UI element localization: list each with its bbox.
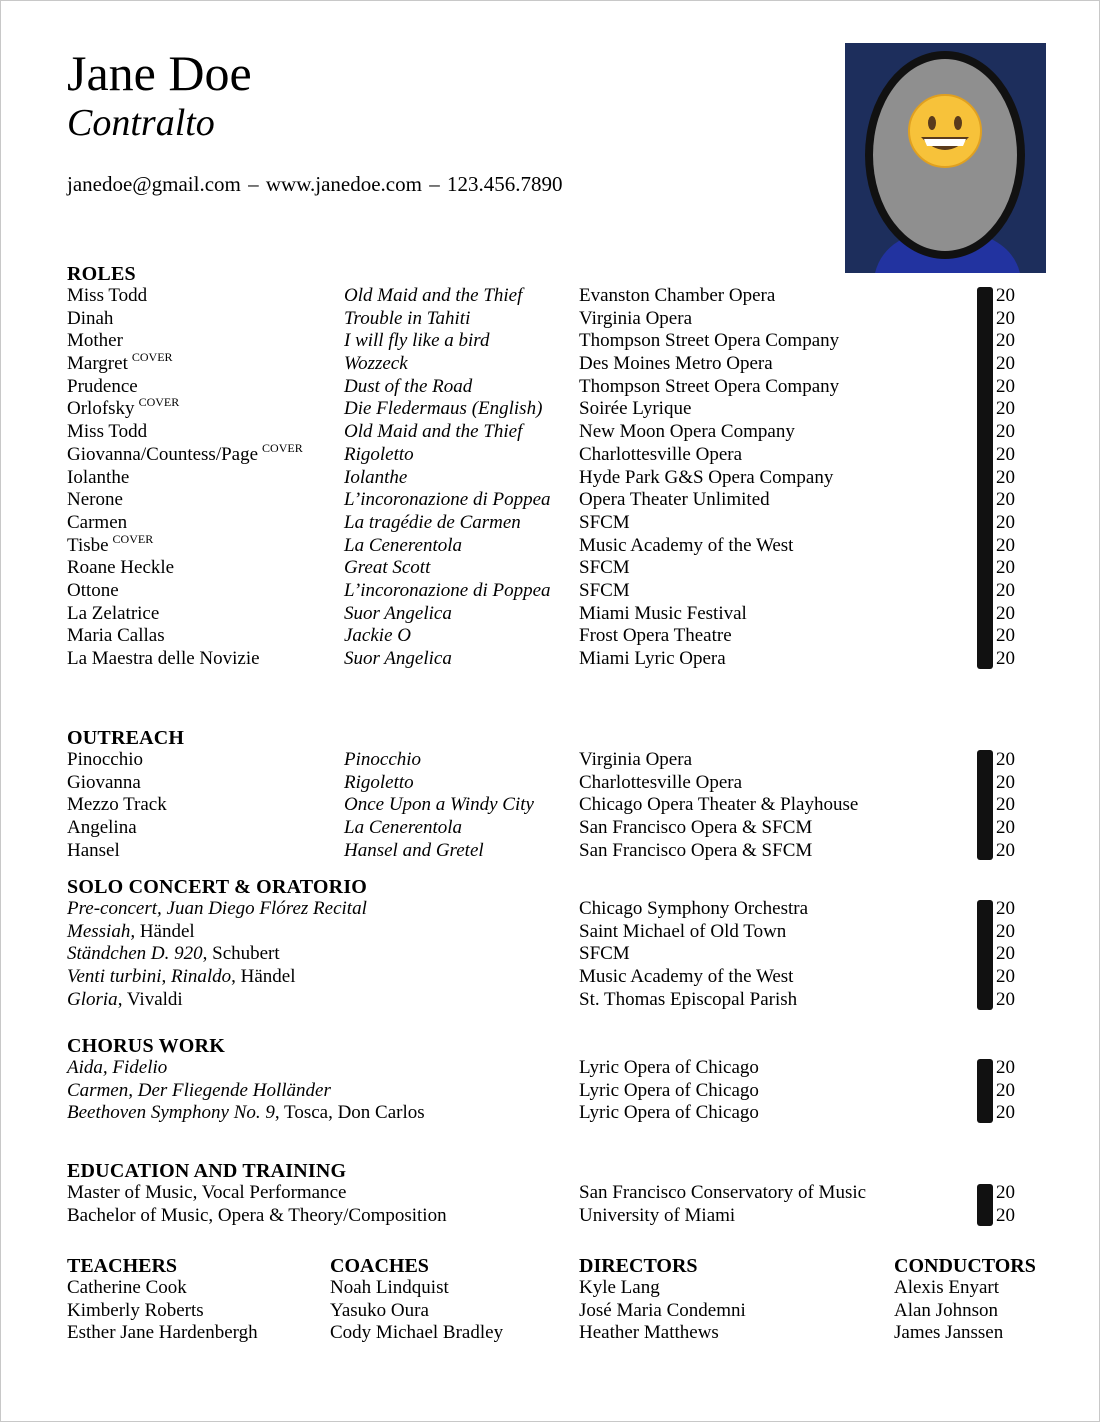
table-row <box>67 421 1047 444</box>
year: 20 <box>996 375 1015 397</box>
list-item: Alexis Enyart <box>894 1277 1000 1298</box>
role-name: Pinocchio <box>67 749 143 770</box>
table-row <box>67 376 1047 399</box>
list-item: Alan Johnson <box>894 1299 998 1321</box>
table-row <box>67 817 1047 840</box>
work-title: Suor Angelica <box>344 602 452 624</box>
work-title: Old Maid and the Thief <box>344 285 523 306</box>
role-name-cell <box>67 603 159 626</box>
role-name: Dinah <box>67 307 114 329</box>
work-description <box>67 989 183 1012</box>
role-name-cell <box>67 557 174 580</box>
table-row <box>67 1182 1047 1205</box>
year: 20 <box>996 1057 1015 1078</box>
company-name: Miami Music Festival <box>579 602 747 624</box>
table-row <box>67 531 1047 558</box>
table-row <box>67 625 1047 648</box>
year: 20 <box>996 602 1015 624</box>
work-title: Pre-concert, Juan Diego Flórez Recital <box>67 898 367 919</box>
list-item: James Janssen <box>894 1322 1004 1344</box>
column-heading: TEACHERS <box>67 1255 178 1277</box>
role-name: Orlofsky <box>67 398 135 420</box>
list-item: Cody Michael Bradley <box>330 1322 504 1344</box>
redaction-mark <box>977 287 993 669</box>
table-row <box>67 1080 1047 1103</box>
work-title: Die Fledermaus (English) <box>344 398 543 420</box>
company-name: Charlottesville Opera <box>579 771 743 793</box>
year: 20 <box>996 466 1015 488</box>
company-name: Hyde Park G&S Opera Company <box>579 466 834 488</box>
year: 20 <box>996 557 1015 579</box>
company-name: Virginia Opera <box>579 307 692 329</box>
role-name: Maria Callas <box>67 625 165 647</box>
year: 20 <box>996 398 1015 420</box>
role-name: La Maestra delle Novizie <box>67 648 260 669</box>
work-title: La Cenerentola <box>344 534 463 556</box>
table-row <box>67 749 1047 772</box>
year: 20 <box>996 511 1015 533</box>
year: 20 <box>996 794 1015 816</box>
table-row <box>67 512 1047 535</box>
work-title: Venti turbini <box>67 966 162 988</box>
table-row <box>67 350 1047 376</box>
role-name-cell <box>67 421 147 444</box>
work-title: Jackie O <box>344 625 411 647</box>
section-heading: SOLO CONCERT & ORATORIO <box>67 876 368 898</box>
work-description <box>67 898 367 921</box>
table-row <box>67 603 1047 626</box>
company-name: Virginia Opera <box>579 749 692 770</box>
year: 20 <box>996 920 1015 942</box>
chorus-list <box>67 1057 1047 1125</box>
work-title: Carmen, Der Fliegende Holländer <box>67 1079 331 1101</box>
redaction-mark <box>977 1059 993 1123</box>
company-name: Music Academy of the West <box>579 966 794 988</box>
school-name: University of Miami <box>579 1204 736 1226</box>
year: 20 <box>996 817 1015 839</box>
role-name: Giovanna/Countess/Page <box>67 443 259 465</box>
redaction-mark <box>977 1184 993 1226</box>
column-heading: CONDUCTORS <box>894 1255 1036 1277</box>
company-name: Music Academy of the West <box>579 534 794 556</box>
cover-label: COVER <box>112 531 154 546</box>
list-item: Noah Lindquist <box>330 1277 449 1298</box>
work-title: Rigoletto <box>344 443 414 465</box>
work-title: Trouble in Tahiti <box>344 307 471 329</box>
company-name: Des Moines Metro Opera <box>579 353 773 375</box>
work-title: Wozzeck <box>344 353 408 375</box>
list-item: Heather Matthews <box>579 1322 719 1344</box>
role-name: Angelina <box>67 817 137 839</box>
company-name: San Francisco Opera & SFCM <box>579 817 813 839</box>
year: 20 <box>996 749 1015 770</box>
role-name-cell <box>67 531 154 559</box>
separator: – <box>429 172 440 196</box>
work-title: Once Upon a Windy City <box>344 794 534 816</box>
role-name-cell <box>67 395 180 422</box>
company-name: Chicago Opera Theater & Playhouse <box>579 794 859 816</box>
role-name: Nerone <box>67 489 123 511</box>
roles-list <box>67 285 1047 671</box>
teachers-column <box>67 1255 258 1345</box>
smiley-emoji-icon <box>909 95 981 167</box>
column-heading: COACHES <box>330 1255 429 1277</box>
year: 20 <box>996 1182 1015 1203</box>
role-name-cell <box>67 625 165 648</box>
work-description <box>67 943 280 966</box>
redaction-mark <box>977 900 993 1010</box>
table-row <box>67 467 1047 490</box>
list-item: Esther Jane Hardenbergh <box>67 1322 258 1344</box>
year: 20 <box>996 285 1015 306</box>
role-name: Miss Todd <box>67 285 148 306</box>
role-name: Hansel <box>67 839 120 861</box>
company-name: Chicago Symphony Orchestra <box>579 898 809 919</box>
singer-name: Jane Doe <box>67 45 252 101</box>
company-name: SFCM <box>579 511 630 533</box>
company-name: Saint Michael of Old Town <box>579 920 787 942</box>
year: 20 <box>996 1204 1015 1226</box>
cover-label: COVER <box>262 440 303 455</box>
company-name: Lyric Opera of Chicago <box>579 1079 759 1101</box>
company-name: Lyric Opera of Chicago <box>579 1102 759 1124</box>
work-title: Iolanthe <box>344 466 408 488</box>
section-heading: CHORUS WORK <box>67 1035 225 1057</box>
section-heading: EDUCATION AND TRAINING <box>67 1160 347 1182</box>
role-name: Margret <box>67 353 128 375</box>
year: 20 <box>996 443 1015 465</box>
company-name: Opera Theater Unlimited <box>579 489 770 511</box>
list-item: Catherine Cook <box>67 1277 187 1298</box>
education-section <box>67 1160 1047 1227</box>
company-name: SFCM <box>579 943 630 965</box>
company-name: Frost Opera Theatre <box>579 625 732 647</box>
work-title: Great Scott <box>344 557 431 579</box>
role-name-cell <box>67 330 123 353</box>
cover-label: COVER <box>138 395 180 410</box>
table-row <box>67 395 1047 421</box>
concert-list <box>67 898 1047 1011</box>
work-detail: , <box>161 966 171 988</box>
role-name: Carmen <box>67 511 128 533</box>
work-detail: , Vivaldi <box>117 988 183 1010</box>
company-name: St. Thomas Episcopal Parish <box>579 988 798 1010</box>
table-row <box>67 943 1047 966</box>
table-row <box>67 557 1047 580</box>
work-title: Rinaldo <box>170 966 232 988</box>
work-description <box>67 1080 331 1103</box>
work-title: La tragédie de Carmen <box>344 511 521 533</box>
role-name-cell <box>67 489 123 512</box>
degree: Master of Music, Vocal Performance <box>67 1182 347 1203</box>
school-name: San Francisco Conservatory of Music <box>579 1182 867 1203</box>
concert-section <box>67 876 1047 1011</box>
headshot-image <box>845 43 1046 273</box>
company-name: Miami Lyric Opera <box>579 648 726 669</box>
work-description <box>67 1102 425 1125</box>
work-description <box>67 1057 167 1080</box>
table-row <box>67 794 1047 817</box>
role-name-cell <box>67 285 147 308</box>
year: 20 <box>996 839 1015 861</box>
role-name-cell <box>67 308 113 331</box>
section-heading: OUTREACH <box>67 727 185 749</box>
directors-column <box>579 1255 746 1345</box>
table-row <box>67 285 1047 308</box>
table-row <box>67 966 1047 989</box>
role-name: Iolanthe <box>67 466 130 488</box>
work-title: L’incoronazione di Poppea <box>344 489 551 511</box>
year: 20 <box>996 966 1015 988</box>
table-row <box>67 489 1047 512</box>
company-name: Lyric Opera of Chicago <box>579 1057 759 1078</box>
company-name: Thompson Street Opera Company <box>579 330 840 352</box>
phone-number: 123.456.7890 <box>446 172 563 196</box>
year: 20 <box>996 330 1015 352</box>
company-name: SFCM <box>579 557 630 579</box>
work-title: Hansel and Gretel <box>344 839 484 861</box>
company-name: Charlottesville Opera <box>579 443 743 465</box>
role-name: Miss Todd <box>67 421 148 443</box>
company-name: San Francisco Opera & SFCM <box>579 839 813 861</box>
conductors-column <box>894 1255 1036 1345</box>
role-name-cell <box>67 467 129 490</box>
year: 20 <box>996 579 1015 601</box>
contact-line <box>67 171 562 197</box>
year: 20 <box>996 1102 1015 1124</box>
work-description <box>67 966 296 989</box>
work-detail: Händel <box>135 920 195 942</box>
headshot-photo <box>845 43 1046 273</box>
role-name: Tisbe <box>67 534 109 556</box>
role-name: Prudence <box>67 375 138 397</box>
list-item: José Maria Condemni <box>579 1299 746 1321</box>
coaches-column <box>330 1255 503 1345</box>
list-item: Yasuko Oura <box>330 1299 429 1321</box>
table-row <box>67 1102 1047 1125</box>
roles-section <box>67 263 1047 671</box>
role-name-cell <box>67 580 119 603</box>
table-row <box>67 989 1047 1012</box>
work-title: Beethoven Symphony No. 9 <box>67 1102 275 1124</box>
role-name: Roane Heckle <box>67 557 175 579</box>
table-row <box>67 308 1047 331</box>
table-row <box>67 580 1047 603</box>
work-detail: , Händel <box>231 966 296 988</box>
company-name: Soirée Lyrique <box>579 398 692 420</box>
outreach-section <box>67 727 1047 862</box>
year: 20 <box>996 421 1015 443</box>
work-detail: , Schubert <box>202 943 280 965</box>
company-name: SFCM <box>579 579 630 601</box>
work-detail: , Tosca, Don Carlos <box>274 1102 425 1124</box>
table-row <box>67 1057 1047 1080</box>
year: 20 <box>996 625 1015 647</box>
company-name: Evanston Chamber Opera <box>579 285 776 306</box>
role-name-cell <box>67 350 173 377</box>
year: 20 <box>996 648 1015 669</box>
work-title: Dust of the Road <box>344 375 473 397</box>
company-name: Thompson Street Opera Company <box>579 375 840 397</box>
section-heading: ROLES <box>67 263 136 285</box>
cover-label: COVER <box>131 350 173 365</box>
role-name-cell <box>67 376 138 399</box>
work-title: I will fly like a bird <box>344 330 490 352</box>
voice-type: Contralto <box>67 102 215 144</box>
work-title: Messiah, <box>67 920 136 942</box>
year: 20 <box>996 307 1015 329</box>
work-title: Aida, Fidelio <box>67 1057 168 1078</box>
year: 20 <box>996 353 1015 375</box>
work-title: Gloria <box>67 988 118 1010</box>
table-row <box>67 898 1047 921</box>
column-heading: DIRECTORS <box>579 1255 698 1277</box>
redaction-mark <box>977 750 993 860</box>
table-row <box>67 840 1047 863</box>
work-title: Pinocchio <box>344 749 422 770</box>
table-row <box>67 1205 1047 1228</box>
work-title: Suor Angelica <box>344 648 452 669</box>
year: 20 <box>996 988 1015 1010</box>
email-link[interactable]: janedoe@gmail.com <box>67 172 241 196</box>
education-list <box>67 1182 1047 1227</box>
year: 20 <box>996 534 1015 556</box>
role-name: Mother <box>67 330 123 352</box>
work-title: Rigoletto <box>344 771 414 793</box>
table-row <box>67 440 1047 467</box>
table-row <box>67 648 1047 671</box>
role-name: Mezzo Track <box>67 794 167 816</box>
year: 20 <box>996 771 1015 793</box>
table-row <box>67 921 1047 944</box>
year: 20 <box>996 1079 1015 1101</box>
year: 20 <box>996 489 1015 511</box>
role-name: Giovanna <box>67 771 141 793</box>
table-row <box>67 772 1047 795</box>
website-link[interactable]: www.janedoe.com <box>265 172 422 196</box>
outreach-list <box>67 749 1047 862</box>
year: 20 <box>996 943 1015 965</box>
work-title: Ständchen D. 920 <box>67 943 203 965</box>
year: 20 <box>996 898 1015 919</box>
company-name: New Moon Opera Company <box>579 421 795 443</box>
list-item: Kimberly Roberts <box>67 1299 204 1321</box>
role-name: Ottone <box>67 579 119 601</box>
role-name: La Zelatrice <box>67 602 160 624</box>
work-title: La Cenerentola <box>344 817 463 839</box>
work-description <box>67 921 195 944</box>
work-title: L’incoronazione di Poppea <box>344 579 551 601</box>
list-item: Kyle Lang <box>579 1277 660 1298</box>
role-name-cell <box>67 440 303 468</box>
degree: Bachelor of Music, Opera & Theory/Composition <box>67 1204 447 1226</box>
separator: – <box>248 172 259 196</box>
role-name-cell <box>67 648 260 671</box>
table-row <box>67 330 1047 353</box>
chorus-section <box>67 1035 1047 1125</box>
work-title: Old Maid and the Thief <box>344 421 523 443</box>
